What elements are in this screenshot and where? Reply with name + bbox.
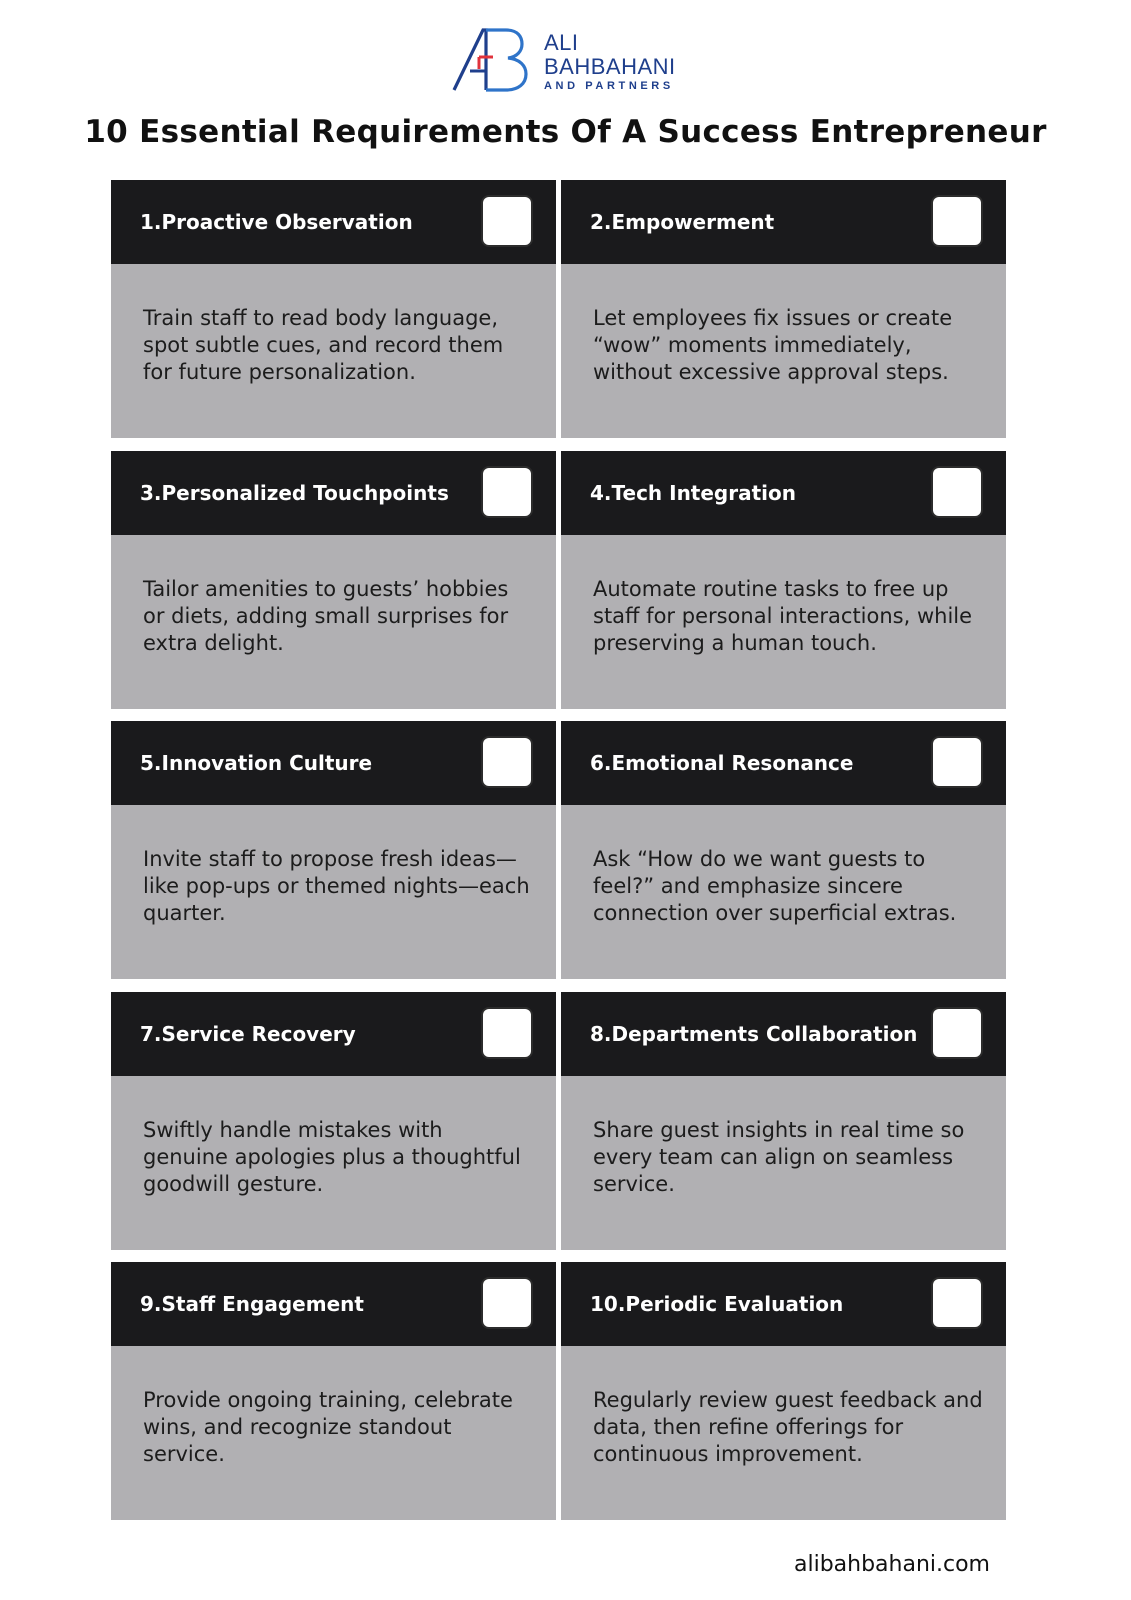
card-description: Let employees fix issues or create “wow” moments immediately, without excessive approval steps. — [593, 305, 953, 384]
card-title: 1.Proactive Observation — [140, 210, 413, 234]
card-title: 8.Departments Collaboration — [590, 1022, 918, 1046]
card-description: Swiftly handle mistakes with genuine apologies plus a thoughtful goodwill gesture. — [143, 1117, 521, 1196]
card-description: Tailor amenities to guests’ hobbies or diets, adding small surprises for extra delight. — [143, 576, 509, 655]
checkbox[interactable] — [483, 1279, 531, 1327]
requirement-card-6 — [561, 721, 1006, 979]
requirement-card-7 — [111, 992, 556, 1250]
checkbox[interactable] — [483, 1009, 531, 1057]
checkbox[interactable] — [933, 1279, 981, 1327]
ab-monogram-icon — [452, 27, 536, 95]
card-header — [561, 180, 1006, 264]
checkbox[interactable] — [483, 738, 531, 786]
checkbox[interactable] — [933, 468, 981, 516]
card-body — [111, 805, 556, 979]
logo-name-first: ALI — [544, 30, 579, 55]
card-description: Automate routine tasks to free up staff for personal interactions, while preserving a human touch. — [593, 576, 973, 655]
card-body — [561, 1346, 1006, 1520]
card-title: 7.Service Recovery — [140, 1022, 356, 1046]
logo-name-last: BAHBAHANI — [544, 54, 676, 79]
card-title: 4.Tech Integration — [590, 481, 796, 505]
checkbox[interactable] — [933, 197, 981, 245]
card-body — [111, 1076, 556, 1250]
card-description: Invite staff to propose fresh ideas—like pop-ups or themed nights—each quarter. — [143, 846, 530, 925]
logo-tagline: AND PARTNERS — [544, 80, 674, 92]
requirement-card-1 — [111, 180, 556, 438]
card-title: 2.Empowerment — [590, 210, 775, 234]
card-description: Share guest insights in real time so every team can align on seamless service. — [593, 1117, 965, 1196]
card-header — [561, 992, 1006, 1076]
card-header — [111, 992, 556, 1076]
card-title: 3.Personalized Touchpoints — [140, 481, 449, 505]
requirement-card-10 — [561, 1262, 1006, 1520]
requirement-card-8 — [561, 992, 1006, 1250]
card-header — [111, 180, 556, 264]
requirement-card-5 — [111, 721, 556, 979]
checkbox[interactable] — [483, 197, 531, 245]
card-description: Train staff to read body language, spot subtle cues, and record them for future personalization. — [143, 305, 504, 384]
card-body — [111, 535, 556, 709]
checkbox[interactable] — [483, 468, 531, 516]
requirement-card-4 — [561, 451, 1006, 709]
card-title: 6.Emotional Resonance — [590, 751, 854, 775]
requirement-card-3 — [111, 451, 556, 709]
card-body — [111, 1346, 556, 1520]
page-title: 10 Essential Requirements Of A Success Entrepreneur — [84, 114, 1047, 150]
card-header — [111, 721, 556, 805]
card-header — [111, 451, 556, 535]
card-body — [561, 535, 1006, 709]
website-url[interactable]: alibahbahani.com — [793, 1552, 990, 1577]
checkbox[interactable] — [933, 738, 981, 786]
card-header — [111, 1262, 556, 1346]
card-body — [561, 264, 1006, 438]
card-body — [561, 1076, 1006, 1250]
brand-logo — [452, 27, 692, 97]
requirement-card-2 — [561, 180, 1006, 438]
card-header — [561, 1262, 1006, 1346]
card-title: 5.Innovation Culture — [140, 751, 373, 775]
card-title: 9.Staff Engagement — [140, 1292, 364, 1316]
checkbox[interactable] — [933, 1009, 981, 1057]
card-description: Ask “How do we want guests to feel?” and emphasize sincere connection over superficial extras. — [593, 846, 957, 925]
card-title: 10.Periodic Evaluation — [590, 1292, 844, 1316]
card-header — [561, 451, 1006, 535]
card-body — [561, 805, 1006, 979]
card-description: Provide ongoing training, celebrate wins, and recognize standout service. — [143, 1387, 513, 1466]
card-description: Regularly review guest feedback and data, then refine offerings for continuous improvement. — [593, 1387, 983, 1466]
requirement-card-9 — [111, 1262, 556, 1520]
card-header — [561, 721, 1006, 805]
card-body — [111, 264, 556, 438]
